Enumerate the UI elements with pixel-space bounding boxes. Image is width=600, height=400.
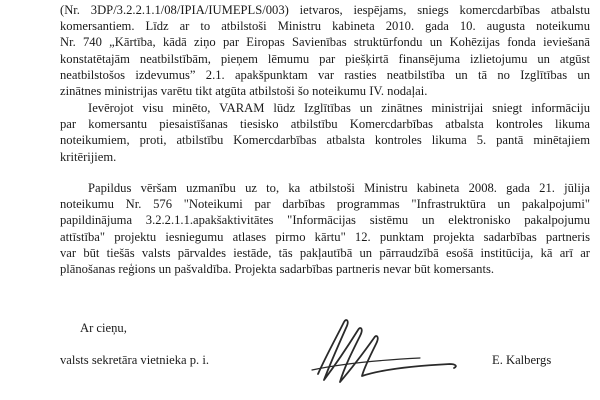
paragraph-legal-context	[60, 2, 590, 99]
signatory-name: E. Kalbergs	[492, 353, 552, 367]
text-line: papildinājuma 3.2.2.1.1.apakšaktivitātes "Informācijas sistēmu un elektronisko pakalpojumu	[60, 213, 590, 228]
text-line: zinātnes ministrijas varētu tikt atgūta atbilstoši šo noteikumu IV. nodaļai.	[60, 84, 428, 99]
handwritten-signature	[300, 312, 470, 392]
text-line: Nr. 740 „Kārtība, kādā ziņo par Eiropas Savienības struktūrfondu un Kohēzijas fonda ieviešanā	[60, 35, 590, 50]
text-line: noteikumiem, proti, atbilstību Komercdarbības atbalsta kontroles likuma 5. pantā minētajiem	[60, 133, 590, 148]
text-line: (Nr. 3DP/3.2.2.1.1/08/IPIA/IUMEPLS/003) ietvaros, iespējams, sniegs komercdarbības atbalstu	[60, 3, 590, 17]
text-line: var būt tiešās valsts pārvaldes iestāde, tās pakļautībā un pārraudzībā esošā institūcija, kā arī ar	[60, 245, 590, 260]
text-line: attīstība" projektu iesniegumu atlases pirmo kārtu" 12. punktam projekta sadarbības partneris	[60, 229, 590, 244]
paragraph-request	[60, 100, 590, 165]
text-line: kritērijiem.	[60, 149, 117, 164]
signatory-title: valsts sekretāra vietnieka p. i.	[60, 353, 209, 367]
text-line: plānošanas reģions un pašvaldība. Projekta sadarbības partneris nevar būt komersants.	[60, 262, 495, 277]
text-line: neatbilstošos izdevumus” 2.1. apakšpunktam var rasties neatbilstība un tā no Izglītības un	[60, 67, 590, 82]
text-line: Ievērojot visu minēto, VARAM lūdz Izglītības un zinātnes ministrijai sniegt informāciju	[88, 101, 590, 115]
paragraph-additional-note	[60, 180, 590, 277]
closing-greeting: Ar cieņu,	[80, 321, 127, 335]
text-line: Papildus vēršam uzmanību uz to, ka atbilstoši Ministru kabineta 2008. gada 21. jūlija	[88, 181, 590, 195]
text-line: komersantiem. Līdz ar to atbilstoši Ministru kabineta 2010. gada 10. augusta noteikumu	[60, 19, 590, 34]
text-line: par komersantu piesaistīšanas tiesisko atbilstību Komercdarbības atbalsta kontroles likuma	[60, 117, 590, 132]
text-line: noteikumu Nr. 576 "Noteikumi par darbības programmas "Infrastruktūra un pakalpojumi"	[60, 197, 590, 212]
text-line: konstatētajām neatbilstībām, pieņem lēmumu par piešķirtā finansējuma izlietojumu un atgūst	[60, 51, 590, 66]
